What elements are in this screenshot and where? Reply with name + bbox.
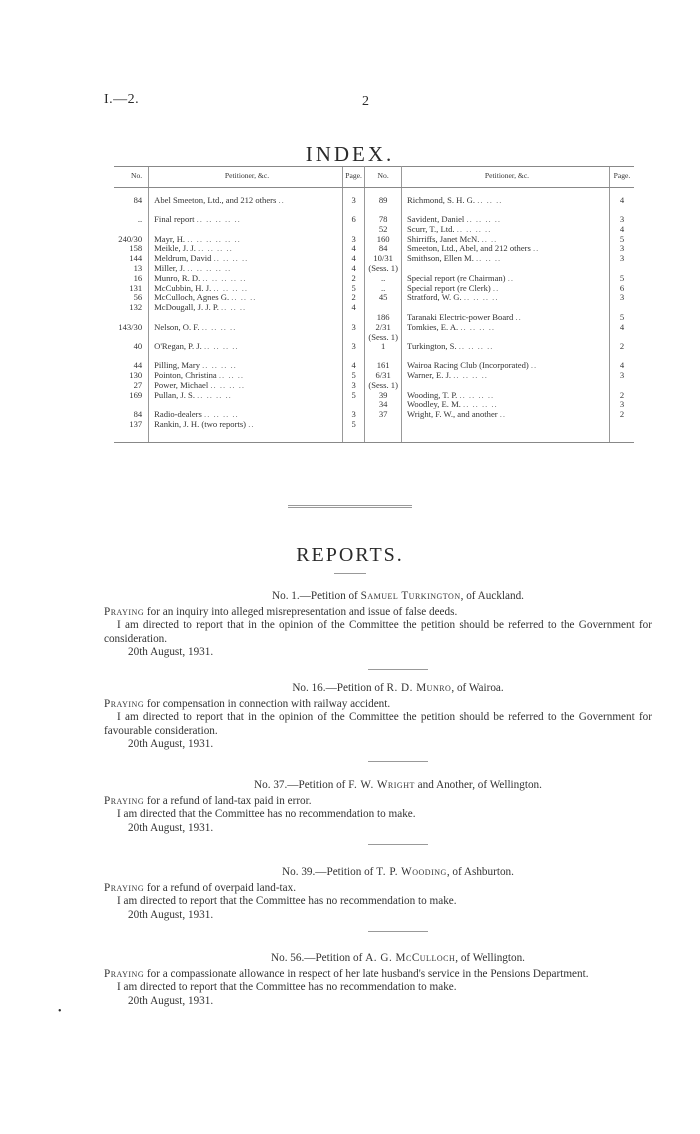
petitioner-name: Tomkies, E. A. [407,321,459,332]
petitioner-name: Stratford, W. G. [407,292,462,303]
col-header-petitioner: Petitioner, &c. [149,167,343,188]
entry-number: 27 [133,379,143,390]
entry-page: 4 [342,254,364,264]
praying-text: for an inquiry into alleged misrepresentation and issue of false deeds. [144,605,458,618]
praying-clause [104,698,652,712]
report-heading [104,779,652,793]
col-header-no: No. [365,167,402,188]
entry-page: 3 [610,215,635,225]
entry-page: 5 [342,371,364,381]
entry-petitioner: Smeeton, Ltd., Abel, and 212 others .. [407,243,540,254]
praying-text: for a compassionate allowance in respect of her late husband's service in the Pensions Department. [144,967,589,980]
entry-number: 13 [133,263,143,274]
page-number: 2 [362,94,369,109]
report-entry [104,866,652,932]
entry-page: 2 [610,410,635,420]
praying-word: Praying [104,605,145,618]
entry-petitioner: Abel Smeeton, Ltd., and 212 others .. [149,196,343,206]
committee-finding: I am directed to report that in the opinion of the Committee the petition should be referred to the Government for consideration. [104,619,652,645]
entry-page: 5 [610,313,635,323]
index-header-row [114,167,634,188]
table-row [114,215,634,225]
document-id: I.—2. [104,92,140,107]
report-number: No. 39.—Petition of [282,866,374,878]
petitioner-name: Woodley, E. M. [407,399,461,410]
entry-petitioner: Special report (re Clerk) .. [407,282,500,293]
petitioner-name: O'Regan, P. J. [154,341,202,352]
praying-clause [104,882,652,896]
entry-petitioner: Taranaki Electric-power Board .. [407,312,522,323]
title-underline [334,573,366,574]
petitioner-name: Pilling, Mary [154,360,200,371]
petitioner-name: Mayr, H. [154,233,186,244]
petitioner-name: McDougall, J. J. P. [154,302,219,313]
entry-number: 84 [365,244,402,254]
entry-number: (Sess. 1) [365,381,402,391]
report-divider [368,669,428,670]
report-entry [104,590,652,670]
entry-page: 3 [342,323,364,333]
petitioner-name: Richmond, S. H. G. [407,195,476,206]
entry-petitioner: Miller, J. .. .. .. .. .. [149,264,343,274]
petitioner-name: Pointon, Christina [154,370,217,381]
entry-petitioner: Shirriffs, Janet McN. .. .. [407,233,498,244]
entry-page: 3 [342,196,364,206]
entry-number: .. [365,284,402,294]
entry-number: 130 [129,370,143,381]
petitioner-name: Smithson, Ellen M. [407,253,474,264]
entry-page: 3 [610,244,635,254]
entry-number: 1 [365,342,402,352]
entry-page: 3 [342,381,364,391]
entry-page: 4 [342,303,364,313]
entry-number: 144 [129,253,143,264]
entry-page: 3 [342,410,364,420]
report-date: 20th August, 1931. [128,994,214,1007]
entry-petitioner: Special report (re Chairman) .. [407,272,515,283]
entry-page: 3 [610,371,635,381]
petitioner-name: A. G. McCulloch [365,952,456,964]
entry-number: (Sess. 1) [365,333,402,343]
praying-word: Praying [104,794,145,807]
entry-page: 6 [610,284,635,294]
col-header-page: Page. [610,167,635,188]
entry-number: 169 [129,389,143,400]
petitioner-name: Nelson, O. F. [154,321,200,332]
praying-word: Praying [104,967,145,980]
entry-number: 131 [129,282,143,293]
entry-petitioner: Power, Michael .. .. .. .. [149,381,343,391]
entry-page: 5 [342,284,364,294]
entry-page: 2 [610,342,635,352]
petitioner-name: Wright, F. W., and another [407,409,498,420]
petitioner-name: Wooding, T. P. [407,389,458,400]
petitioner-name: Wairoa Racing Club (Incorporated) [407,360,529,371]
entry-petitioner: Pilling, Mary .. .. .. .. [149,361,343,371]
petitioner-name: Taranaki Electric-power Board [407,312,514,323]
entry-number: 158 [129,243,143,254]
col-header-petitioner: Petitioner, &c. [402,167,610,188]
entry-number: 143/30 [118,321,143,332]
report-date: 20th August, 1931. [128,821,214,834]
committee-finding: I am directed to report that the Committee has no recommendation to make. [117,981,457,994]
entry-petitioner: Nelson, O. F. .. .. .. .. [149,323,343,333]
report-divider [368,844,428,845]
index-body [114,187,634,442]
committee-finding: I am directed to report that the Committee has no recommendation to make. [117,895,457,908]
petitioner-name: Smeeton, Ltd., Abel, and 212 others [407,243,531,254]
petitioner-name: Warner, E. J. [407,370,452,381]
entry-page: 4 [610,361,635,371]
entry-number: 160 [365,235,402,245]
report-divider [368,931,428,932]
entry-petitioner: Meldrum, David .. .. .. .. [149,254,343,264]
entry-petitioner: McCubbin, H. J. .. .. .. .. [149,284,343,294]
entry-petitioner: Richmond, S. H. G. .. .. .. [407,195,503,206]
entry-page: 4 [610,323,635,333]
praying-clause [104,968,652,982]
entry-number: (Sess. 1) [365,264,402,274]
entry-number: 44 [133,360,143,371]
petitioner-place: , of Wairoa. [451,682,504,694]
entry-petitioner: Final report .. .. .. .. .. [149,215,343,225]
report-heading [104,866,652,880]
reports-title: REPORTS. [296,544,404,566]
entry-page: 2 [610,391,635,401]
entry-number: 137 [114,420,149,442]
entry-number: 16 [133,272,143,283]
petitioner-place: , of Auckland. [460,590,524,602]
entry-petitioner: Meikle, J. J. .. .. .. .. [149,244,343,254]
praying-text: for a refund of land-tax paid in error. [144,794,312,807]
table-row [114,303,634,313]
entry-number: 161 [365,361,402,371]
entry-petitioner: Woodley, E. M. .. .. .. .. [407,399,498,410]
entry-page: 5 [342,420,364,442]
petitioner-name: Special report (re Chairman) [407,272,506,283]
petitioner-name: Rankin, J. H. (two reports) [154,419,247,430]
section-divider [288,505,412,508]
petitioner-name: Pullan, J. S. [154,389,195,400]
entry-page: 4 [342,264,364,274]
entry-number: 89 [365,196,402,206]
entry-petitioner: Warner, E. J. .. .. .. .. [407,370,488,381]
petitioner-name: T. P. Wooding [376,866,447,878]
entry-page: 4 [610,196,635,206]
praying-clause [104,606,652,620]
entry-number: .. [365,274,402,284]
petitioner-name: Meldrum, David [154,253,212,264]
petitioner-name: Scurr, T., Ltd. [407,223,455,234]
petitioner-name: Final report [154,214,195,225]
report-date: 20th August, 1931. [128,646,214,659]
entry-petitioner: Wooding, T. P. .. .. .. .. [407,389,495,400]
entry-page: 3 [342,342,364,352]
entry-page: 3 [610,400,635,410]
entry-page: 5 [610,235,635,245]
entry-petitioner: Smithson, Ellen M. .. .. .. [407,253,502,264]
table-row [114,391,634,401]
table-row [114,342,634,352]
praying-word: Praying [104,881,145,894]
petitioner-name: McCubbin, H. J. [154,282,212,293]
report-number: No. 16.—Petition of [292,682,384,694]
entry-number: 240/30 [118,233,143,244]
entry-petitioner: Munro, R. D. .. .. .. .. .. [149,274,343,284]
index-title: INDEX. [305,142,395,166]
margin-mark: • [58,1006,62,1017]
entry-petitioner: Tomkies, E. A. .. .. .. .. [407,321,495,332]
entry-number: 40 [133,341,143,352]
entry-petitioner: Turkington, S. .. .. .. .. [407,341,494,352]
petitioner-name: R. D. Munro [386,682,452,694]
col-header-no: No. [114,167,149,188]
petitioner-name: Samuel Turkington [360,590,461,602]
entry-petitioner: Wright, F. W., and another .. [407,409,507,420]
petitioner-name: Munro, R. D. [154,272,201,283]
entry-page: 3 [610,293,635,303]
entry-number: 2/31 [365,323,402,333]
report-heading [104,590,652,604]
report-entry [104,682,652,762]
entry-petitioner: Pointon, Christina .. .. .. [149,371,343,381]
petitioner-name: Shirriffs, Janet McN. [407,233,480,244]
index-table [114,166,634,443]
entry-petitioner: Savident, Daniel .. .. .. .. [407,214,502,225]
report-number: No. 56.—Petition of [271,952,363,964]
petitioner-place: , of Wellington. [455,952,525,964]
praying-text: for compensation in connection with railway accident. [144,697,391,710]
entry-number: 84 [133,409,143,420]
petitioner-place: and Another, of Wellington. [414,779,542,791]
petitioner-name: Savident, Daniel [407,214,465,225]
entry-page: 4 [342,361,364,371]
entry-number: 45 [365,293,402,303]
entry-number: 186 [365,313,402,323]
entry-number: 56 [133,292,143,303]
entry-page: 4 [610,225,635,235]
petitioner-name: Miller, J. [154,263,186,274]
report-date: 20th August, 1931. [128,908,214,921]
entry-number: 6/31 [365,371,402,381]
entry-petitioner: Scurr, T., Ltd. .. .. .. .. [407,223,492,234]
committee-finding: I am directed that the Committee has no recommendation to make. [117,808,416,821]
entry-page: 3 [610,254,635,264]
petitioner-name: F. W. Wright [348,779,415,791]
petitioner-name: McCulloch, Agnes G. [154,292,230,303]
entry-petitioner: McCulloch, Agnes G. .. .. .. [149,293,343,303]
entry-number: 78 [365,215,402,225]
petitioner-name: Abel Smeeton, Ltd., and 212 others [154,195,277,206]
entry-number: 132 [129,302,143,313]
praying-text: for a refund of overpaid land-tax. [144,881,297,894]
praying-clause [104,795,652,809]
entry-petitioner: Rankin, J. H. (two reports) .. [149,420,343,442]
report-heading [104,682,652,696]
entry-petitioner: Stratford, W. G. .. .. .. .. [407,292,499,303]
petitioner-place: , of Ashburton. [446,866,514,878]
entry-page: 3 [342,235,364,245]
entry-number: .. [137,214,143,225]
entry-number: 84 [133,195,143,206]
report-entry [104,779,652,845]
entry-petitioner: O'Regan, P. J. .. .. .. .. [149,342,343,352]
entry-number: 52 [365,225,402,235]
petitioner-name: Radio-dealers [154,409,202,420]
report-number: No. 1.—Petition of [272,590,358,602]
report-number: No. 37.—Petition of [254,779,346,791]
report-heading [104,952,652,966]
table-row [114,420,634,442]
praying-word: Praying [104,697,145,710]
petitioner-name: Meikle, J. J. [154,243,196,254]
entry-number: 10/31 [365,254,402,264]
entry-page: 2 [342,274,364,284]
petitioner-name: Power, Michael [154,379,209,390]
entry-petitioner: McDougall, J. J. P. .. .. .. [149,303,343,313]
table-row [114,196,634,206]
committee-finding: I am directed to report that in the opinion of the Committee the petition should be referred to the Government for favourable consideration. [104,711,652,737]
entry-page: 2 [342,293,364,303]
entry-number: 39 [365,391,402,401]
entry-number: 34 [365,400,402,410]
entry-petitioner: Wairoa Racing Club (Incorporated) .. [407,360,538,371]
entry-petitioner: Radio-dealers .. .. .. .. [149,410,343,420]
report-divider [368,761,428,762]
report-date: 20th August, 1931. [128,738,214,751]
petitioner-name: Special report (re Clerk) [407,282,491,293]
entry-page: 6 [342,215,364,225]
entry-number: 37 [365,410,402,420]
entry-petitioner: Pullan, J. S. .. .. .. .. [149,391,343,401]
entry-page: 5 [610,274,635,284]
entry-petitioner: Mayr, H. .. .. .. .. .. .. [149,235,343,245]
entry-page: 5 [342,391,364,401]
entry-page: 4 [342,244,364,254]
col-header-page: Page. [342,167,364,188]
petitioner-name: Turkington, S. [407,341,457,352]
report-entry [104,952,652,1008]
